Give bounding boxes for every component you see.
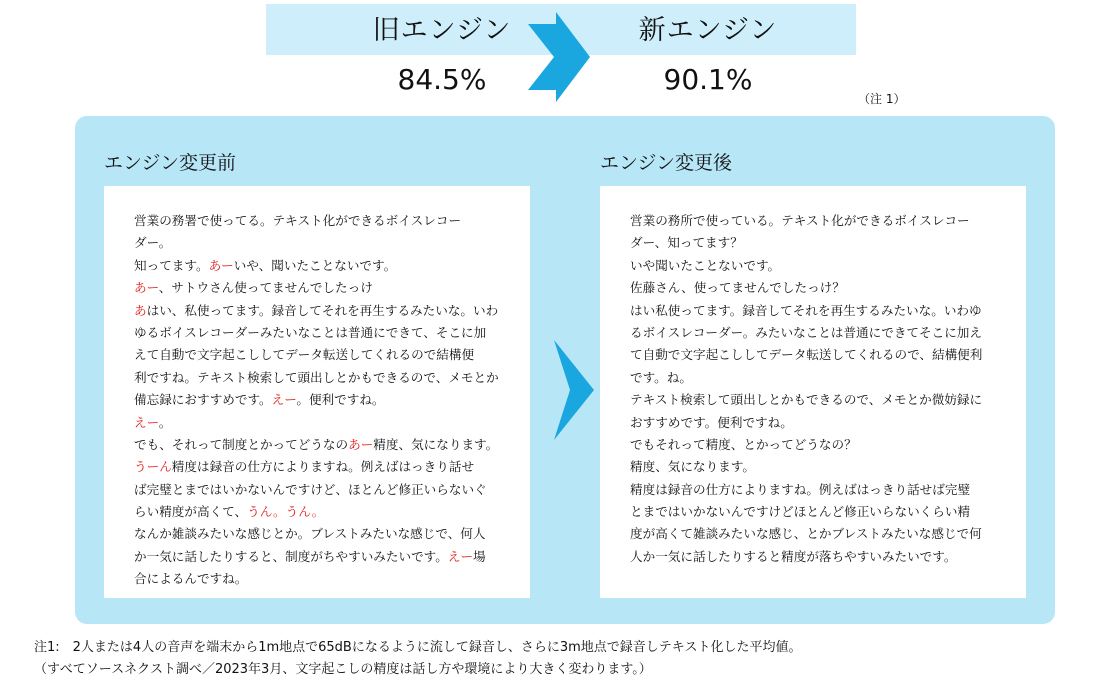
transcript-segment: 合によるんですね。 [134, 571, 248, 587]
filler-word: えー [134, 414, 159, 430]
before-line [134, 523, 512, 545]
after-line: です。ね。 [630, 369, 692, 385]
after-line: 精度、気になります。 [630, 459, 755, 475]
after-line: おすすめです。便利ですね。 [630, 414, 793, 430]
old-engine-label: 旧エンジン [372, 15, 512, 46]
transcript-segment: ダー。 [134, 235, 172, 251]
before-line [134, 434, 512, 456]
after-line: 営業の務所で使っている。テキスト化ができるボイスレコー [630, 213, 970, 228]
after-transcript-text [630, 210, 1008, 568]
after-title: エンジン変更後 [600, 152, 733, 174]
before-line [134, 300, 512, 322]
before-title: エンジン変更前 [104, 152, 237, 174]
transcript-segment: らい精度が高くて、 [134, 504, 248, 520]
before-line [134, 322, 512, 344]
transcript-segment: 精度は録音の仕方によりますね。例えばはっきり話せ [171, 459, 475, 475]
after-line: でもそれって精度、とかってどうなの？ [630, 436, 857, 452]
transcript-segment: 場 [473, 548, 486, 564]
transcript-segment: 営業の務署で使ってる。テキスト化ができるボイスレコー [134, 213, 462, 228]
before-line [134, 277, 512, 299]
transcript-segment: ゆるボイスレコーダーみたいなことは普通にできて、そこに加 [134, 324, 487, 340]
footnote-1: 注1: 2人または4人の音声を端末から1m地点で65dBになるように流して録音し、さらに3m地点で録音しテキスト化した平均値。 [34, 640, 802, 655]
before-line [134, 479, 512, 501]
before-line [134, 232, 512, 254]
filler-word: えー [447, 548, 474, 564]
old-engine-accuracy: 84.5% [397, 63, 487, 96]
after-line: とまではいかないんですけどほとんど修正いらないくらい精 [630, 504, 971, 520]
before-line [134, 367, 512, 389]
after-line: 度が高くて雑談みたいな感じ、とかブレストみたいな感じで何 [630, 526, 982, 542]
transcript-segment: 。便利ですね。 [296, 392, 385, 408]
footnote-2: （すべてソースネクスト調べ／2023年3月、文字起こしの精度は話し方や環境により大きく変わります。） [34, 662, 652, 677]
before-line [134, 501, 512, 523]
transcript-segment: 。 [158, 414, 172, 430]
after-line: 人か一気に話したりすると精度が落ちやすいみたいです。 [630, 548, 957, 564]
after-line: 佐藤さん、使ってませんでしたっけ？ [630, 280, 845, 296]
before-line [134, 344, 512, 366]
before-line [134, 210, 512, 232]
transcript-segment: でも、それって制度とかってどうなの [134, 436, 349, 452]
new-engine-accuracy: 90.1% [663, 63, 753, 96]
filler-word: あー [134, 280, 159, 296]
before-line [134, 389, 512, 411]
transcript-segment: 、サトウさん使ってませんでしたっけ [158, 280, 373, 296]
filler-word: あー [348, 436, 374, 452]
filler-word: うーん [134, 459, 172, 475]
after-transcript-card [600, 186, 1026, 598]
new-engine-label: 新エンジン [638, 15, 778, 46]
filler-word: えー [271, 392, 297, 408]
before-line [134, 412, 512, 434]
transcript-segment: 備忘録におすすめです。 [134, 392, 272, 408]
transcript-segment: か一気に話したりすると、制度がちやすいみたいです。 [134, 548, 448, 564]
transcript-segment: なんか雑談みたいな感じとか。ブレストみたいな感じで、何人 [134, 526, 486, 542]
transcript-segment: はい、私使ってます。録音してそれを再生するみたいな。いわ [146, 302, 499, 318]
filler-word: あ [134, 302, 147, 318]
after-line: いや聞いたことないです。 [630, 257, 781, 273]
after-line: テキスト検索して頭出しとかもできるので、メモとか微妨録に [630, 392, 983, 408]
before-line [134, 546, 512, 568]
before-transcript-card [104, 186, 530, 598]
transcript-segment: いや、聞いたことないです。 [233, 257, 397, 273]
right-arrow-icon [554, 340, 594, 440]
transcript-segment: えて自動で文字起こししてデータ転送してくれるので結構便 [134, 347, 475, 363]
filler-word: あー [208, 257, 234, 273]
after-line: ダー、知ってます？ [630, 235, 743, 251]
after-line: はい私使ってます。録音してそれを再生するみたいな。いわゆ [630, 302, 982, 318]
transcript-segment: 精度、気になります。 [373, 436, 499, 452]
filler-word: うん。うん。 [247, 504, 325, 520]
transcript-segment: 知ってます。 [134, 257, 209, 273]
after-line: 精度は録音の仕方によりますね。例えばはっきり話せば完璧 [630, 481, 971, 497]
note-reference: （注 1） [858, 92, 906, 106]
after-line: て自動で文字起こししてデータ転送してくれるので、結構便利 [630, 347, 983, 363]
after-line: るボイスレコーダー。みたいなことは普通にできてそこに加え [630, 324, 982, 340]
transcript-segment: 利ですね。テキスト検索して頭出しとかもできるので、メモとか [134, 369, 499, 385]
before-line [134, 456, 512, 478]
before-line [134, 568, 512, 590]
transcript-segment: ば完璧とまではいかないんですけど、ほとんど修正いらないぐ [134, 481, 487, 497]
before-transcript-text [134, 210, 512, 591]
before-line [134, 255, 512, 277]
